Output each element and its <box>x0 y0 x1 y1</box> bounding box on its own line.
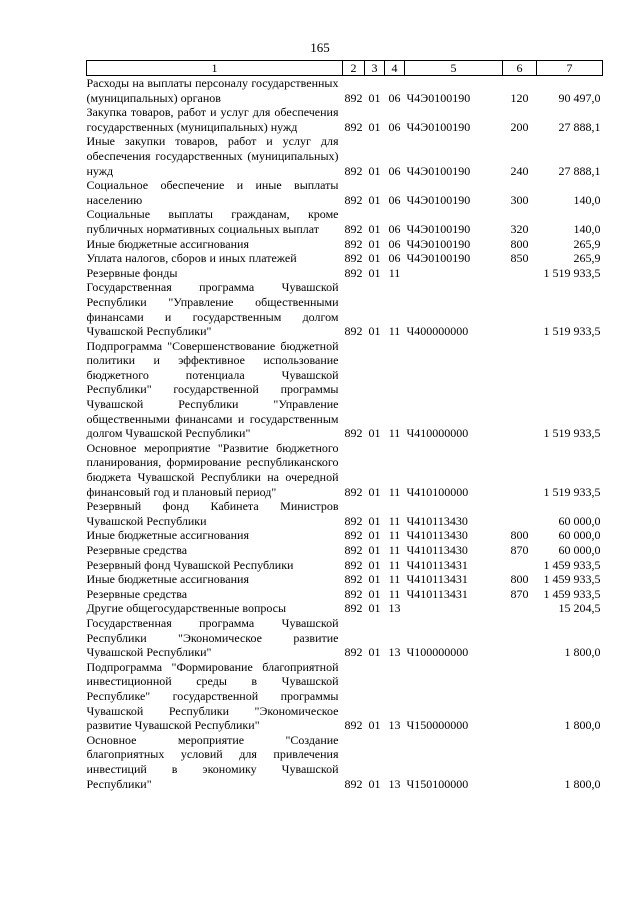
table-row <box>87 105 603 134</box>
expense-type-code: 870 <box>510 543 529 557</box>
subsection-code: 11 <box>388 324 401 339</box>
subsection-code: 13 <box>388 718 401 733</box>
target-article-code: Ч4Э0100190 <box>406 236 471 251</box>
expense-type-code <box>503 733 537 791</box>
subsection-code: 06 <box>388 163 401 178</box>
amount: 265,9 <box>573 251 601 266</box>
amount: 1 519 933,5 <box>543 324 601 339</box>
admin-code: 892 <box>344 265 363 280</box>
table-header <box>87 61 603 76</box>
table-row <box>87 237 603 252</box>
column-header: 3 <box>365 61 385 76</box>
section-code: 01 <box>368 192 381 207</box>
subsection-code: 13 <box>388 601 401 616</box>
expense-type-code: 800 <box>510 572 529 587</box>
section-code: 01 <box>368 543 381 557</box>
row-name: Резервные средства <box>86 543 188 557</box>
target-article-code: Ч410113430 <box>406 528 468 543</box>
target-article-code: Ч4Э0100190 <box>406 192 471 207</box>
subsection-code: 11 <box>388 557 401 572</box>
target-article-code: Ч4Э0100190 <box>406 90 471 105</box>
row-name: Основное мероприятие "Развитие бюджетного планирования, формирование республиканского бюджета Чувашской Республики на очередной финансовый год и плановый период" <box>86 440 339 499</box>
header-row <box>87 61 603 76</box>
row-name: Другие общегосударственные вопросы <box>86 601 287 616</box>
row-name: Резервные средства <box>86 586 188 601</box>
row-name: Иные бюджетные ассигнования <box>86 572 249 587</box>
expense-type-code <box>503 616 537 660</box>
subsection-code: 11 <box>388 572 401 587</box>
expense-type-code <box>503 660 537 733</box>
target-article-code: Ч410113430 <box>406 513 468 528</box>
table-row <box>87 601 603 616</box>
target-article-code: Ч400000000 <box>406 324 469 339</box>
row-name: Закупка товаров, работ и услуг для обеспечения государственных (муниципальных) нужд <box>86 105 339 134</box>
expense-type-code: 240 <box>510 163 529 178</box>
subsection-code: 06 <box>388 251 401 266</box>
target-article-code: Ч4Э0100190 <box>406 119 471 134</box>
table-row <box>87 266 603 281</box>
table-row <box>87 733 603 791</box>
row-name: Иные закупки товаров, работ и услуг для обеспечения государственных (муниципальных) нужд <box>86 134 339 178</box>
expense-type-code <box>503 266 537 281</box>
admin-code: 892 <box>344 192 363 207</box>
admin-code: 892 <box>344 776 363 791</box>
column-header: 7 <box>537 61 603 76</box>
target-article-code: Ч150000000 <box>406 718 469 733</box>
row-name: Расходы на выплаты персоналу государственных (муниципальных) органов <box>86 76 339 105</box>
expense-type-code <box>503 558 537 573</box>
row-name: Иные бюджетные ассигнования <box>86 236 249 251</box>
table-row <box>87 660 603 733</box>
amount: 1 519 933,5 <box>543 265 601 280</box>
section-code: 01 <box>368 163 381 178</box>
subsection-code: 11 <box>388 528 401 543</box>
table-body <box>87 76 603 792</box>
amount: 90 497,0 <box>558 90 601 105</box>
column-header: 5 <box>405 61 503 76</box>
amount: 1 459 933,5 <box>543 586 601 601</box>
section-code: 01 <box>368 601 381 616</box>
row-name: Иные бюджетные ассигнования <box>86 528 249 543</box>
expense-type-code: 870 <box>510 586 529 601</box>
section-code: 01 <box>368 119 381 134</box>
amount: 60 000,0 <box>558 528 601 543</box>
amount: 140,0 <box>573 192 601 207</box>
expense-type-code: 850 <box>510 251 529 266</box>
section-code: 01 <box>368 324 381 339</box>
table-row <box>87 280 603 338</box>
admin-code: 892 <box>344 484 363 499</box>
admin-code: 892 <box>344 90 363 105</box>
admin-code: 892 <box>344 251 363 266</box>
admin-code: 892 <box>344 528 363 543</box>
target-article-code <box>405 266 503 281</box>
amount: 15 204,5 <box>558 601 601 616</box>
target-article-code: Ч410113431 <box>406 557 468 572</box>
page-number: 165 <box>310 40 330 55</box>
admin-code: 892 <box>344 718 363 733</box>
admin-code: 892 <box>344 236 363 251</box>
admin-code: 892 <box>344 645 363 660</box>
expense-type-code <box>503 499 537 528</box>
expense-type-code: 300 <box>510 192 529 207</box>
row-name: Подпрограмма "Формирование благоприятной инвестиционной среды в Чувашской Республике" государственной программы Чувашской Республики "Экономическое развитие Чувашской Республики" <box>86 659 339 733</box>
target-article-code: Ч4Э0100190 <box>406 163 471 178</box>
amount: 1 800,0 <box>564 776 601 791</box>
admin-code: 892 <box>344 557 363 572</box>
subsection-code: 11 <box>388 586 401 601</box>
expense-type-code: 320 <box>510 221 529 236</box>
admin-code: 892 <box>344 324 363 339</box>
row-name: Резервные фонды <box>86 265 178 280</box>
row-name: Уплата налогов, сборов и иных платежей <box>86 251 297 266</box>
expense-type-code: 120 <box>510 90 529 105</box>
column-header: 6 <box>503 61 537 76</box>
row-name: Резервный фонд Чувашской Республики <box>86 557 294 572</box>
admin-code: 892 <box>344 586 363 601</box>
admin-code: 892 <box>344 513 363 528</box>
target-article-code: Ч4Э0100190 <box>406 221 471 236</box>
table-row <box>87 76 603 106</box>
amount: 1 519 933,5 <box>543 426 601 441</box>
section-code: 01 <box>368 572 381 587</box>
subsection-code: 06 <box>388 90 401 105</box>
expense-type-code: 200 <box>510 119 529 134</box>
row-name: Социальные выплаты гражданам, кроме публичных нормативных социальных выплат <box>86 207 339 236</box>
table-row <box>87 616 603 660</box>
admin-code: 892 <box>344 543 363 557</box>
amount: 60 000,0 <box>558 543 601 557</box>
section-code: 01 <box>368 586 381 601</box>
section-code: 01 <box>368 426 381 441</box>
admin-code: 892 <box>344 221 363 236</box>
table-row <box>87 543 603 558</box>
expense-type-code <box>503 280 537 338</box>
section-code: 01 <box>368 90 381 105</box>
table-row <box>87 339 603 441</box>
target-article-code: Ч4Э0100190 <box>406 251 471 266</box>
expense-type-code <box>503 339 537 441</box>
amount: 265,9 <box>573 236 601 251</box>
amount: 1 800,0 <box>564 645 601 660</box>
subsection-code: 06 <box>388 192 401 207</box>
section-code: 01 <box>368 221 381 236</box>
table-row <box>87 207 603 236</box>
amount: 1 459 933,5 <box>543 557 601 572</box>
row-name: Государственная программа Чувашской Республики "Управление общественными финансами и государственным долгом Чувашской Республики" <box>86 280 339 339</box>
amount: 1 459 933,5 <box>543 572 601 587</box>
target-article-code: Ч410113431 <box>406 572 468 587</box>
subsection-code: 11 <box>388 265 401 280</box>
amount: 1 519 933,5 <box>543 484 601 499</box>
amount: 27 888,1 <box>558 119 601 134</box>
amount: 27 888,1 <box>558 163 601 178</box>
budget-table <box>86 60 603 791</box>
subsection-code: 13 <box>388 776 401 791</box>
subsection-code: 06 <box>388 119 401 134</box>
amount: 140,0 <box>573 221 601 236</box>
admin-code: 892 <box>344 601 363 616</box>
subsection-code: 11 <box>388 426 401 441</box>
subsection-code: 13 <box>388 645 401 660</box>
section-code: 01 <box>368 265 381 280</box>
table-row <box>87 134 603 178</box>
column-header: 1 <box>87 61 343 76</box>
subsection-code: 06 <box>388 236 401 251</box>
column-header: 4 <box>385 61 405 76</box>
admin-code: 892 <box>344 163 363 178</box>
section-code: 01 <box>368 645 381 660</box>
target-article-code: Ч410113430 <box>406 543 468 557</box>
expense-type-code: 800 <box>510 528 529 543</box>
subsection-code: 11 <box>388 543 401 557</box>
table-row <box>87 558 603 573</box>
subsection-code: 11 <box>388 484 401 499</box>
section-code: 01 <box>368 484 381 499</box>
table-row <box>87 587 603 602</box>
admin-code: 892 <box>344 572 363 587</box>
target-article-code: Ч100000000 <box>406 645 469 660</box>
table-row <box>87 441 603 499</box>
row-name: Социальное обеспечение и иные выплаты населению <box>86 178 339 207</box>
column-header: 2 <box>343 61 365 76</box>
table-row <box>87 499 603 528</box>
section-code: 01 <box>368 251 381 266</box>
target-article-code: Ч150100000 <box>406 776 469 791</box>
table-row <box>87 251 603 266</box>
admin-code: 892 <box>344 119 363 134</box>
section-code: 01 <box>368 718 381 733</box>
expense-type-code: 800 <box>510 236 529 251</box>
amount: 1 800,0 <box>564 718 601 733</box>
amount: 60 000,0 <box>558 513 601 528</box>
row-name: Резервный фонд Кабинета Министров Чувашской Республики <box>86 499 339 528</box>
section-code: 01 <box>368 528 381 543</box>
subsection-code: 11 <box>388 513 401 528</box>
row-name: Подпрограмма "Совершенствование бюджетной политики и эффективное использование бюджетного потенциала Чувашской Республики" государственной программы Чувашской Республики "Управление общественными финансами и государственным долгом Чувашской Республики" <box>86 338 339 441</box>
section-code: 01 <box>368 236 381 251</box>
row-name: Основное мероприятие "Создание благоприятных условий для привлечения инвестиций в экономику Чувашской Республики" <box>86 732 339 791</box>
subsection-code: 06 <box>388 221 401 236</box>
row-name: Государственная программа Чувашской Республики "Экономическое развитие Чувашской Республики" <box>86 615 339 660</box>
target-article-code: Ч410113431 <box>406 586 468 601</box>
section-code: 01 <box>368 513 381 528</box>
target-article-code: Ч410000000 <box>406 426 469 441</box>
section-code: 01 <box>368 776 381 791</box>
expense-type-code <box>503 601 537 616</box>
target-article-code: Ч410100000 <box>406 484 469 499</box>
admin-code: 892 <box>344 426 363 441</box>
table-row <box>87 572 603 587</box>
section-code: 01 <box>368 557 381 572</box>
table-row <box>87 178 603 207</box>
expense-type-code <box>503 441 537 499</box>
target-article-code <box>405 601 503 616</box>
table-row <box>87 528 603 543</box>
